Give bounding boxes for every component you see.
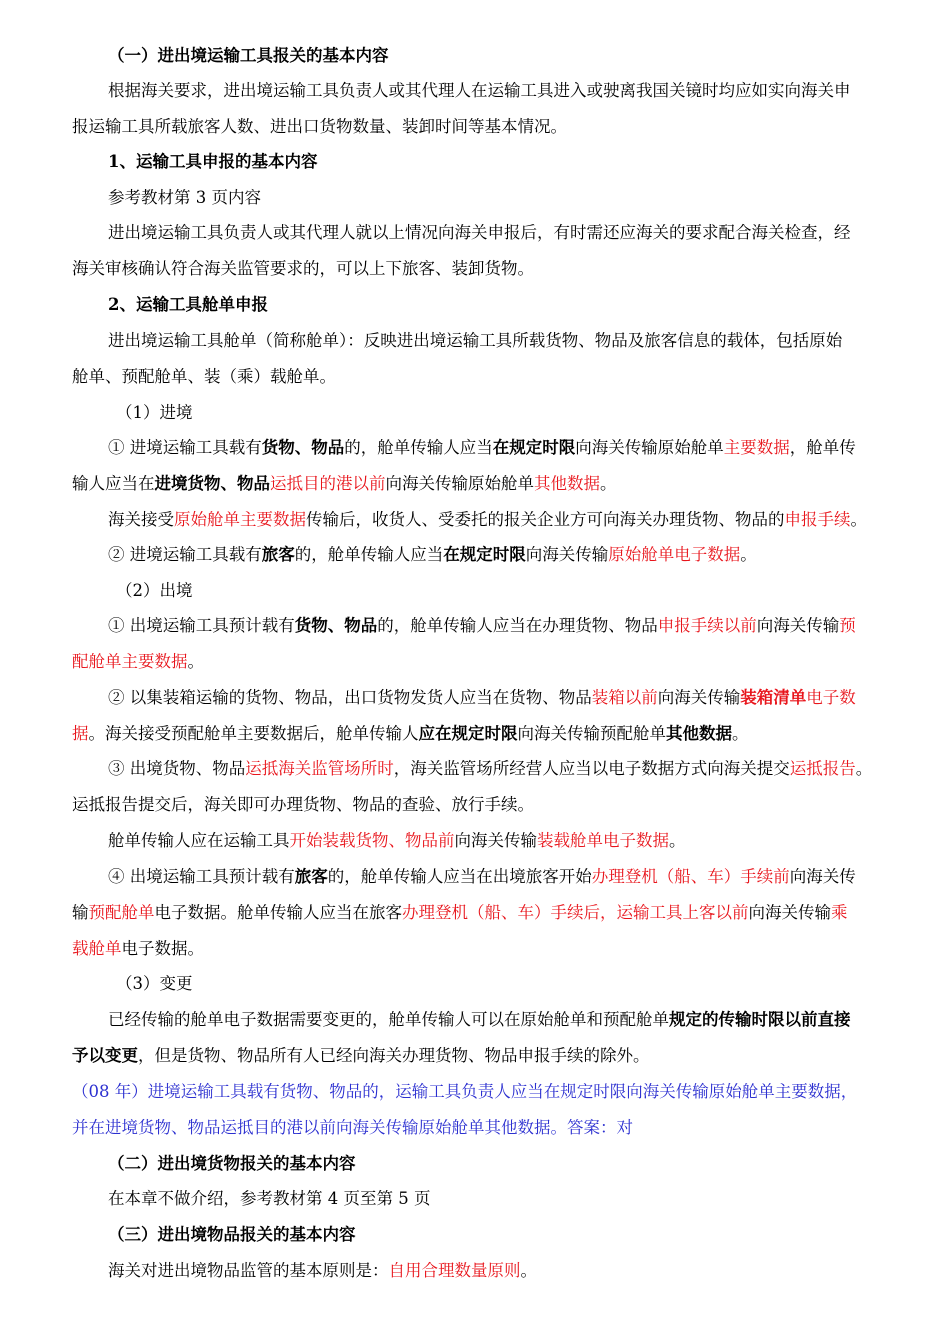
text-line-19	[108, 687, 910, 709]
text-segment: 1、运输工具申报的基本内容	[108, 152, 318, 171]
text-line-5	[108, 187, 910, 209]
text-segment: （二）进出境货物报关的基本内容	[108, 1154, 356, 1173]
text-segment: 载舱单	[72, 939, 122, 958]
text-segment: 根据海关要求，进出境运输工具负责人或其代理人在运输工具进入或驶离我国关镜时均应如实向海关申	[108, 81, 851, 100]
text-line-1	[108, 45, 910, 67]
text-line-13	[72, 473, 910, 495]
text-line-24	[108, 866, 910, 888]
text-segment: 预配舱单	[88, 903, 155, 922]
text-segment: 。	[187, 652, 204, 671]
text-segment: 向海关传输	[748, 903, 831, 922]
text-line-3	[72, 116, 910, 138]
text-segment: 装载舱单电子数据	[537, 831, 669, 850]
text-segment: 向海关传	[789, 867, 856, 886]
text-segment: 向海关传输原始舱单	[575, 438, 724, 457]
text-segment: 电子数据。	[121, 939, 204, 958]
text-line-26	[72, 938, 910, 960]
text-segment: 海关审核确认符合海关监管要求的，可以上下旅客、装卸货物。	[72, 259, 534, 278]
text-segment: 旅客	[294, 867, 328, 886]
text-line-6	[108, 222, 910, 244]
text-segment: 向海关传输	[657, 688, 741, 707]
text-segment: 参考教材第 3 页内容	[108, 188, 261, 207]
text-segment: （08 年）进境运输工具载有货物、物品的，运输工具负责人应当在规定时限向海关传输原始舱单主要数据，	[72, 1082, 858, 1101]
text-segment: 舱单传输人应在运输工具	[108, 831, 290, 850]
text-segment: 其他数据	[666, 724, 732, 743]
text-segment: （一）进出境运输工具报关的基本内容	[108, 46, 389, 65]
text-segment: ① 出境运输工具预计载有	[108, 616, 295, 635]
text-segment: 申报手续以前	[657, 616, 757, 635]
text-segment: （1）进境	[116, 403, 193, 422]
text-line-34	[108, 1224, 910, 1246]
text-line-2	[108, 80, 910, 102]
text-line-10	[72, 366, 910, 388]
text-line-20	[72, 723, 910, 745]
text-segment: ，海关监管场所经营人应当以电子数据方式向海关提交	[393, 759, 790, 778]
text-segment: 进出境运输工具舱单（简称舱单）：反映进出境运输工具所载货物、物品及旅客信息的载体，包括原始	[108, 331, 843, 350]
text-line-15	[108, 544, 910, 566]
text-segment: 办理登机（船、车）手续后，运输工具上客以前	[402, 903, 749, 922]
text-segment: 进境货物、物品	[154, 474, 270, 493]
text-segment: 据	[72, 724, 89, 743]
text-segment: 预	[839, 616, 856, 635]
text-line-27	[116, 973, 910, 995]
text-line-31	[72, 1117, 910, 1139]
text-segment: 海关接受	[108, 510, 174, 529]
text-segment: 的，舱单传输人应当	[344, 438, 493, 457]
text-segment: 运抵报告提交后，海关即可办理货物、物品的查验、放行手续。	[72, 795, 534, 814]
text-segment: 装箱以前	[591, 688, 658, 707]
text-segment: 装箱清单	[740, 688, 807, 707]
text-segment: 向海关传输	[756, 616, 840, 635]
text-line-25	[72, 902, 910, 924]
text-segment: 的，舱单传输人应当在出境旅客开始	[327, 867, 592, 886]
text-line-12	[108, 437, 910, 459]
text-segment: 在本章不做介绍，参考教材第 4 页至第 5 页	[108, 1189, 431, 1208]
text-line-21	[108, 758, 910, 780]
text-segment: ① 进境运输工具载有	[108, 438, 262, 457]
text-segment: 运抵目的港以前	[270, 474, 386, 493]
text-segment: 配舱单主要数据	[72, 652, 188, 671]
text-segment: 自用合理数量原则	[388, 1261, 521, 1280]
text-segment: 。	[669, 831, 686, 850]
text-segment: 向海关传输	[454, 831, 537, 850]
text-segment: 应在规定时限	[418, 724, 518, 743]
text-segment: ，舱单传	[789, 438, 856, 457]
text-segment: 。海关接受预配舱单主要数据后，舱单传输人	[88, 724, 419, 743]
text-segment: ② 以集装箱运输的货物、物品，出口货物发货人应当在货物、物品	[108, 688, 592, 707]
text-segment: 向海关传输原始舱单	[385, 474, 534, 493]
text-segment: 电子数据。舱单传输人应当在旅客	[154, 903, 402, 922]
text-segment: 的，舱单传输人应当在办理货物、物品	[377, 616, 658, 635]
text-line-35	[108, 1260, 910, 1282]
text-segment: 。	[732, 724, 749, 743]
text-segment: 开始装载货物、物品前	[289, 831, 455, 850]
text-line-11	[116, 402, 910, 424]
text-segment: ② 进境运输工具载有	[108, 545, 262, 564]
text-segment: 海关对进出境物品监管的基本原则是：	[108, 1261, 389, 1280]
text-segment: 办理登机（船、车）手续前	[591, 867, 790, 886]
text-segment: 的，舱单传输人应当	[294, 545, 444, 564]
text-segment: 输人应当在	[72, 474, 155, 493]
text-segment: （3）变更	[116, 974, 193, 993]
text-segment: 输	[72, 903, 89, 922]
text-line-29	[72, 1045, 910, 1067]
text-segment: 原始舱单主要数据	[174, 510, 306, 529]
text-segment: 向海关传输预配舱单	[517, 724, 666, 743]
text-segment: 。	[855, 759, 873, 778]
text-segment: 。	[850, 510, 867, 529]
text-segment: （2）出境	[116, 581, 193, 600]
text-line-9	[108, 330, 910, 352]
text-segment: 报运输工具所载旅客人数、进出口货物数量、装卸时间等基本情况。	[72, 117, 567, 136]
text-line-16	[116, 580, 910, 602]
text-segment: ③ 出境货物、物品	[108, 759, 246, 778]
text-segment: 传输后，收货人、受委托的报关企业方可向海关办理货物、物品的	[306, 510, 785, 529]
text-segment: 主要数据	[723, 438, 790, 457]
text-segment: 在规定时限	[492, 438, 576, 457]
text-segment: 并在进境货物、物品运抵目的港以前向海关传输原始舱单其他数据。答案：对	[72, 1118, 633, 1137]
text-segment: （三）进出境物品报关的基本内容	[108, 1225, 356, 1244]
text-segment: 申报手续	[784, 510, 851, 529]
text-segment: 舱单、预配舱单、装（乘）载舱单。	[72, 367, 336, 386]
text-segment: 。	[520, 1261, 537, 1280]
text-segment: 货物、物品	[261, 438, 345, 457]
text-segment: 货物、物品	[294, 616, 378, 635]
text-segment: 运抵海关监管场所时	[245, 759, 394, 778]
text-line-33	[108, 1188, 910, 1210]
text-segment: 在规定时限	[443, 545, 526, 564]
text-segment: 向海关传输	[525, 545, 609, 564]
text-line-22	[72, 794, 910, 816]
text-line-18	[72, 651, 910, 673]
text-segment: 电子数	[806, 688, 856, 707]
text-line-32	[108, 1153, 910, 1175]
text-line-14	[108, 509, 910, 531]
text-segment: 原始舱单电子数据	[608, 545, 741, 564]
text-line-8	[108, 294, 910, 316]
text-segment: 。	[600, 474, 617, 493]
text-line-23	[108, 830, 910, 852]
text-segment: 运抵报告	[789, 759, 856, 778]
text-segment: 已经传输的舱单电子数据需要变更的，舱单传输人可以在原始舱单和预配舱单	[108, 1010, 669, 1029]
text-line-30	[72, 1081, 910, 1103]
text-segment: 旅客	[261, 545, 295, 564]
text-line-17	[108, 615, 910, 637]
text-segment: ④ 出境运输工具预计载有	[108, 867, 295, 886]
text-line-4	[108, 151, 910, 173]
text-segment: 予以变更	[72, 1046, 138, 1065]
text-segment: 规定的传输时限以前直接	[669, 1010, 851, 1029]
text-segment: 乘	[831, 903, 848, 922]
text-segment: ，但是货物、物品所有人已经向海关办理货物、物品申报手续的除外。	[138, 1046, 650, 1065]
text-segment: 2、运输工具舱单申报	[108, 295, 268, 314]
text-line-28	[108, 1009, 910, 1031]
text-segment: 其他数据	[534, 474, 600, 493]
text-segment: 。	[740, 545, 757, 564]
text-segment: 进出境运输工具负责人或其代理人就以上情况向海关申报后，有时需还应海关的要求配合海关检查，经	[108, 223, 851, 242]
text-line-7	[72, 258, 910, 280]
